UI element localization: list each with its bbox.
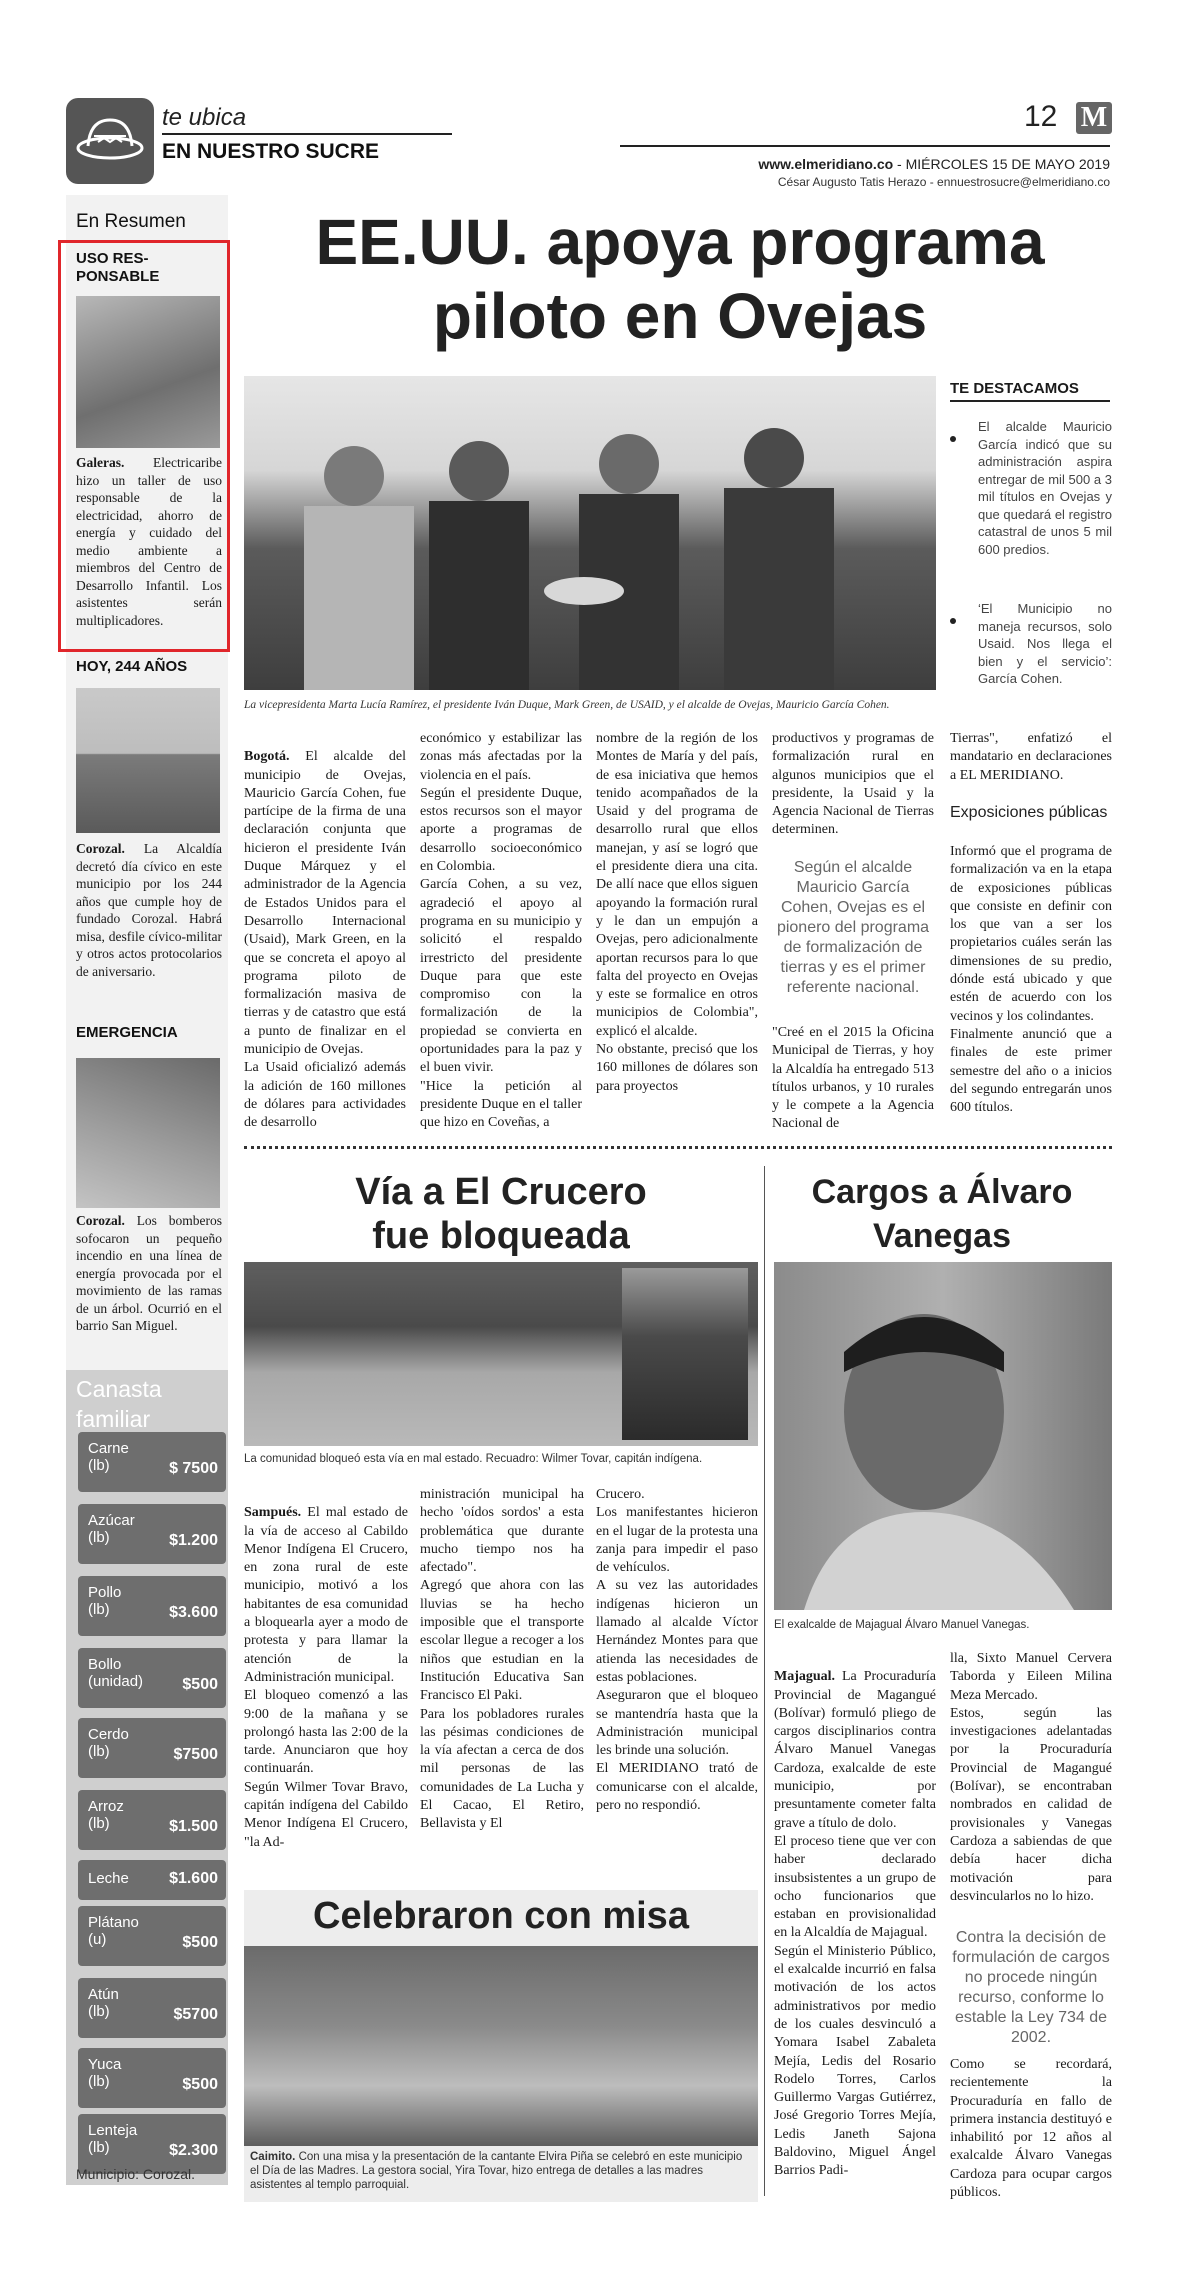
main-col-3: nombre de la región de los Montes de María y del país, de esa iniciativa que hemos tenido acompañados de la Usaid y del programa de desarrollo rural que ellos manejan, y así se logró que el presidente diera una cita. De allí nace que ellos siguen apoyando la formación rural y le dan un empujón a Ovejas, pero adicionalmente aportan recursos para lo que falta del proyecto en Ovejas y este se formalice en otros municipios de Colombia", explicó el alcalde. No obstante, precisó que los 160 millones de dólares son para proyectos bbox=[596, 731, 758, 1094]
box3-title: EMERGENCIA bbox=[76, 1024, 178, 1041]
canasta-item-name: Cerdo (lb) bbox=[88, 1726, 129, 1760]
date-text: - MIÉRCOLES 15 DE MAYO 2019 bbox=[893, 156, 1110, 172]
canasta-item bbox=[78, 1790, 226, 1850]
box3-photo bbox=[76, 1058, 220, 1208]
story2-headline: Vía a El Crucero fue bloqueada bbox=[355, 1171, 647, 1257]
canasta-item bbox=[78, 2048, 226, 2108]
bullet-icon bbox=[950, 436, 956, 442]
canasta-item bbox=[78, 1504, 226, 1564]
header-rule bbox=[620, 145, 1110, 147]
canasta-item-name: Yuca (lb) bbox=[88, 2056, 122, 2090]
bullet-icon bbox=[950, 618, 956, 624]
portrait-illustration bbox=[774, 1262, 1112, 1610]
sidebar-title: En Resumen bbox=[76, 211, 186, 232]
main-col-1: Bogotá. El alcalde del municipio de Ovejas, Mauricio García Cohen, fue partícipe de la firma de una declaración conjunta que hicieron el presidente Iván Duque Márquez y el administrador de la Agencia de Estados Unidos para el Desarrollo Internacional (Usaid), Mark Green, en la que se concreta el apoyo al programa piloto de formalización masiva de tierras y de catastro que está a punto de finalizar en el municipio de Ovejas. La Usaid oficializó además la adición de 160 millones de dólares para actividades de desarrollo bbox=[244, 749, 406, 1131]
canasta-item-price: $500 bbox=[182, 2076, 218, 2093]
box1-text: Galeras. Electricaribe hizo un taller de uso responsable de la electricidad, ahorro de energía y cuidado del medio ambiente a miembros del Centro de Desarrollo Infantil. Los asistentes serán multiplicadores. bbox=[76, 455, 222, 628]
section-logo bbox=[66, 98, 154, 184]
story4-photo bbox=[774, 1262, 1112, 1610]
dateline bbox=[758, 156, 1110, 172]
canasta-item-name: Plátano (u) bbox=[88, 1914, 139, 1948]
canasta-item bbox=[78, 1576, 226, 1636]
canasta-item bbox=[78, 1978, 226, 2038]
canasta-item-name: Atún (lb) bbox=[88, 1986, 119, 2020]
canasta-item-price: $7500 bbox=[173, 1746, 218, 1763]
canasta-item-name: Carne (lb) bbox=[88, 1440, 129, 1474]
canasta-item bbox=[78, 1718, 226, 1778]
story2-caption: La comunidad bloqueó esta vía en mal estado. Recuadro: Wilmer Tovar, capitán indígena. bbox=[244, 1453, 703, 1465]
canasta-item-name: Arroz (lb) bbox=[88, 1798, 124, 1832]
canasta-footer: Municipio: Corozal. bbox=[76, 2166, 196, 2182]
story3-photo bbox=[244, 1946, 758, 2146]
story2-col-1: Sampués. El mal estado de la vía de acceso al Cabildo Menor Indígena El Crucero, en zona rural de este municipio, motivó a los habitantes de esa comunidad a bloquearla ayer a modo de protesta y para llamar la atención de la Administración municipal. El bloqueo comenzó a las 9:00 de la mañana y se prolongó hasta las 2:00 de la tarde. Anunciaron que hoy continuarán. Según Wilmer Tovar Bravo, capitán indígena del Cabildo Menor Indígena El Crucero, "la Ad- bbox=[244, 1505, 408, 1850]
canasta-item bbox=[78, 1648, 226, 1708]
story2-inset-photo bbox=[622, 1268, 748, 1440]
story4-col-2a: lla, Sixto Manuel Cervera Taborda y Eileen Milina Meza Mercado. Estos, según las investigaciones adelantadas por la Procuraduría Provincial de Magangué (Bolívar), se encontraban nombrados en calidad de provisionales y Vanegas Cardoza a sabiendas de que debía hacer dicha motivación para desvincularlos no lo hizo. bbox=[950, 1651, 1112, 1904]
canasta-title: Canasta familiar bbox=[76, 1376, 162, 1432]
canasta-item-price: $1.600 bbox=[169, 1870, 218, 1887]
section-rule bbox=[162, 133, 452, 135]
canasta-item-price: $1.200 bbox=[169, 1532, 218, 1549]
story2-col-2: ministración municipal ha hecho 'oídos sordos' a esta problemática que durante mucho tiempo nos ha afectado". Agregó que ahora con las lluvias se ha hecho imposible que el transporte escolar llegue a recoger a los niños que estudian en la Institución Educativa San Francisco El Paki. Para los pobladores rurales las pésimas condiciones de la vía afectan a cerca de dos mil personas de las comunidades de La Lucha y El Cacao, El Retiro, Bellavista y El bbox=[420, 1487, 584, 1832]
main-col-4a: productivos y programas de formalización rural en algunos municipios que el presidente, la Usaid y la Agencia Nacional de Tierras determinen. bbox=[772, 731, 934, 838]
box1-title: USO RES- PONSABLE bbox=[76, 250, 160, 285]
section-divider bbox=[244, 1146, 1112, 1149]
main-subhead: Exposiciones públicas bbox=[950, 804, 1108, 821]
main-col-4b: "Creé en el 2015 la Oficina Municipal de Tierras, y hoy la Alcaldía ha entregado 513 títulos urbanos, y 10 rurales y le compete a la Agencia Nacional de bbox=[772, 1025, 934, 1132]
newspaper-logo: M bbox=[1076, 102, 1112, 134]
canasta-item-price: $500 bbox=[182, 1676, 218, 1693]
box2-photo bbox=[76, 688, 220, 833]
hat-icon bbox=[66, 98, 154, 184]
handshake-illustration bbox=[244, 376, 936, 690]
page-number: 12 bbox=[1024, 100, 1058, 133]
story4-pullquote: Contra la decisión de formulación de cargos no procede ningún recurso, conforme lo estable la Ley 734 de 2002. bbox=[952, 1929, 1110, 2046]
highlights-title: TE DESTACAMOS bbox=[950, 380, 1079, 397]
box3-text: Corozal. Los bomberos sofocaron un pequeño incendio en una línea de energía provocada por el movimiento de las ramas de un árbol. Ocurrió en el barrio San Miguel. bbox=[76, 1213, 222, 1333]
box2-text: Corozal. La Alcaldía decretó día cívico en este municipio por los 244 años que cumple hoy de fundado Corozal. Habrá misa, desfile cívico-militar y otros actos protocolarios de aniversario. bbox=[76, 841, 222, 979]
canasta-panel bbox=[66, 1370, 228, 2185]
section-title: EN NUESTRO SUCRE bbox=[162, 140, 380, 163]
canasta-item-price: $ 7500 bbox=[169, 1460, 218, 1477]
box2-title: HOY, 244 AÑOS bbox=[76, 658, 188, 675]
canasta-item bbox=[78, 1860, 226, 1900]
canasta-item-name: Azúcar (lb) bbox=[88, 1512, 135, 1546]
canasta-item bbox=[78, 1906, 226, 1966]
canasta-item bbox=[78, 2114, 226, 2174]
canasta-item-price: $2.300 bbox=[169, 2142, 218, 2159]
website-link[interactable]: www.elmeridiano.co bbox=[758, 156, 894, 172]
section-kicker: te ubica bbox=[162, 104, 247, 131]
story2-photo bbox=[244, 1262, 758, 1446]
canasta-item-price: $3.600 bbox=[169, 1604, 218, 1621]
highlight-item: ‘El Municipio no maneja recursos, solo Usaid. Nos llega el bien y el servicio’: García Cohen. bbox=[978, 601, 1112, 686]
canasta-item-price: $500 bbox=[182, 1934, 218, 1951]
story4-headline: Cargos a Álvaro Vanegas bbox=[811, 1173, 1073, 1255]
highlights-rule bbox=[950, 400, 1110, 402]
main-pullquote: Según el alcalde Mauricio García Cohen, Ovejas es el pionero del programa de formalización de tierras y es el primer referente nacional. bbox=[776, 859, 930, 996]
story4-col-1: Majagual. La Procuraduría Provincial de Magangué (Bolívar) formuló pliego de cargos disciplinarios contra Álvaro Manuel Vanegas Cardoza, exalcalde de este municipio, por presuntamente cometer falta grave a título de dolo. El proceso tiene que ver con haber declarado insubsistentes a un grupo de ocho funcionarios que estaban en provisionalidad en la Alcaldía de Majagual. Según el Ministerio Público, el exalcalde incurrió en falsa motivación de los actos administrativos por medio de los cuales desvinculó a Yomara Isabel Zabaleta Mejía, Ledis del Rosario Rodelo Torres, Carlos Guillermo Vargas Gutiérrez, José Gregorio Torres Mejía, Ledis Janeth Sajona Baldovino, Miguel Ángel Barrios Padi- bbox=[774, 1669, 936, 2179]
main-photo-caption: La vicepresidenta Marta Lucía Ramírez, el presidente Iván Duque, Mark Green, de USAID, y el alcalde de Ovejas, Mauricio García Cohen. bbox=[244, 699, 890, 711]
canasta-item-price: $1.500 bbox=[169, 1818, 218, 1835]
canasta-item-price: $5700 bbox=[173, 2006, 218, 2023]
canasta-item-name: Bollo (unidad) bbox=[88, 1656, 144, 1690]
story4-caption: El exalcalde de Majagual Álvaro Manuel Vanegas. bbox=[774, 1619, 1030, 1631]
box1-photo bbox=[76, 296, 220, 448]
main-col-5b: Informó que el programa de formalización va en la etapa de exposiciones públicas que consiste en definir con los que van a ser los propietarios cuáles serán las dimensiones de su predio, dónde está ubicado y que estén de acuerdo con los vecinos y los colindantes. Finalmente anunció que a finales de este primer semestre del año o a inicios del segundo entregarán unos 600 títulos. bbox=[950, 844, 1112, 1116]
story4-col-2b: Como se recordará, recientemente la Procuraduría en fallo de primera instancia destituyó e inhabilitó por 12 años al exalcalde Álvaro Vanegas Cardoza para ocupar cargos públicos. bbox=[950, 2057, 1112, 2201]
story3-headline: Celebraron con misa bbox=[313, 1895, 689, 1937]
main-photo bbox=[244, 376, 936, 690]
canasta-item-name: Leche bbox=[88, 1870, 129, 1887]
main-headline: EE.UU. apoya programa piloto en Ovejas bbox=[315, 206, 1045, 352]
story3-caption: Caimito. Con una misa y la presentación de la cantante Elvira Piña se celebró en este municipio el Día de las Madres. La gestora social, Yira Tovar, hizo entrega de detalles a las madres asistentes al templo parroquial. bbox=[250, 2151, 743, 2191]
story2-col-3: Crucero. Los manifestantes hicieron en el lugar de la protesta una zanja para impedir el paso de vehículos. A su vez las autoridades indígenas hicieron un llamado al alcalde Víctor Hernández Montes para que atienda las necesidades de estas poblaciones. Aseguraron que el bloqueo se mantendría hasta que la Administración municipal les brinde una solución. El MERIDIANO trató de comunicarse con el alcalde, pero no respondió. bbox=[596, 1487, 758, 1814]
canasta-item-name: Pollo (lb) bbox=[88, 1584, 122, 1618]
highlight-item: El alcalde Mauricio García indicó que su administración aspira entregar de mil 500 a 3 mil títulos en Ovejas y que quedará el registro catastral de unos 5 mil 600 predios. bbox=[978, 419, 1112, 557]
canasta-item bbox=[78, 1432, 226, 1492]
main-col-2: económico y estabilizar las zonas más afectadas por la violencia en el país. Según el presidente Duque, estos recursos son el mayor aporte a programas de desarrollo socioeconómico en Colombia. García Cohen, a su vez, agradeció el apoyo al programa en su municipio y solicitó el respaldo irrestricto del presidente Duque para que este compromiso con la formalización de la propiedad se convierta en oportunidades para la paz y el buen vivir. "Hice la petición al presidente Duque en el taller que hizo en Coveñas, a bbox=[420, 731, 582, 1131]
main-col-5a: Tierras", enfatizó el mandatario en declaraciones a EL MERIDIANO. bbox=[950, 731, 1112, 783]
canasta-item-name: Lenteja (lb) bbox=[88, 2122, 138, 2156]
column-divider bbox=[764, 1166, 765, 2196]
editor-line: César Augusto Tatis Herazo - ennuestrosucre@elmeridiano.co bbox=[777, 175, 1110, 189]
